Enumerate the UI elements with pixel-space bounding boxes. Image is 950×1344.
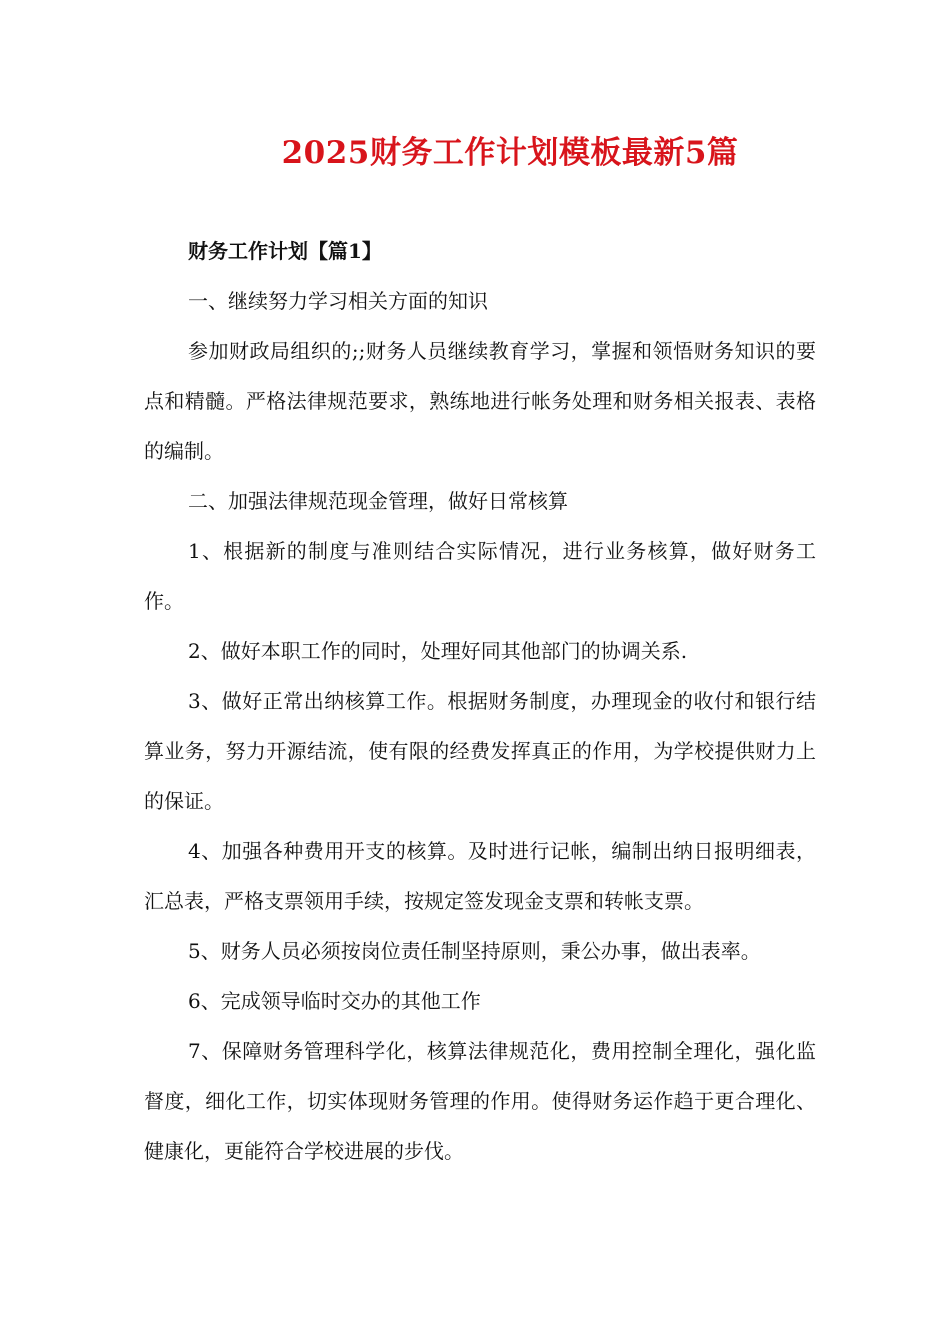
document-body bbox=[144, 226, 816, 1176]
section-heading: 财务工作计划【篇1】 bbox=[188, 239, 382, 263]
paragraph-item-1: 1、根据新的制度与准则结合实际情况，进行业务核算，做好财务工作。 bbox=[144, 539, 816, 613]
paragraph-point-two: 二、加强法律规范现金管理，做好日常核算 bbox=[188, 489, 568, 513]
paragraph-training: 参加财政局组织的;;财务人员继续教育学习，掌握和领悟财务知识的要点和精髓。严格法律规范要求，熟练地进行帐务处理和财务相关报表、表格的编制。 bbox=[144, 339, 816, 463]
paragraph-item-4: 4、加强各种费用开支的核算。及时进行记帐，编制出纳日报明细表，汇总表，严格支票领用手续，按规定签发现金支票和转帐支票。 bbox=[144, 839, 816, 913]
document-title: 2025财务工作计划模板最新5篇 bbox=[281, 135, 739, 171]
paragraph-item-2: 2、做好本职工作的同时，处理好同其他部门的协调关系. bbox=[188, 639, 688, 663]
paragraph-item-7: 7、保障财务管理科学化，核算法律规范化，费用控制全理化，强化监督度，细化工作，切实体现财务管理的作用。使得财务运作趋于更合理化、健康化，更能符合学校进展的步伐。 bbox=[144, 1039, 816, 1163]
paragraph-item-3: 3、做好正常出纳核算工作。根据财务制度，办理现金的收付和银行结算业务，努力开源结流，使有限的经费发挥真正的作用，为学校提供财力上的保证。 bbox=[144, 689, 816, 813]
paragraph-item-6: 6、完成领导临时交办的其他工作 bbox=[188, 989, 481, 1013]
paragraph-item-5: 5、财务人员必须按岗位责任制坚持原则，秉公办事，做出表率。 bbox=[188, 939, 761, 963]
paragraph-point-one: 一、继续努力学习相关方面的知识 bbox=[188, 289, 488, 313]
